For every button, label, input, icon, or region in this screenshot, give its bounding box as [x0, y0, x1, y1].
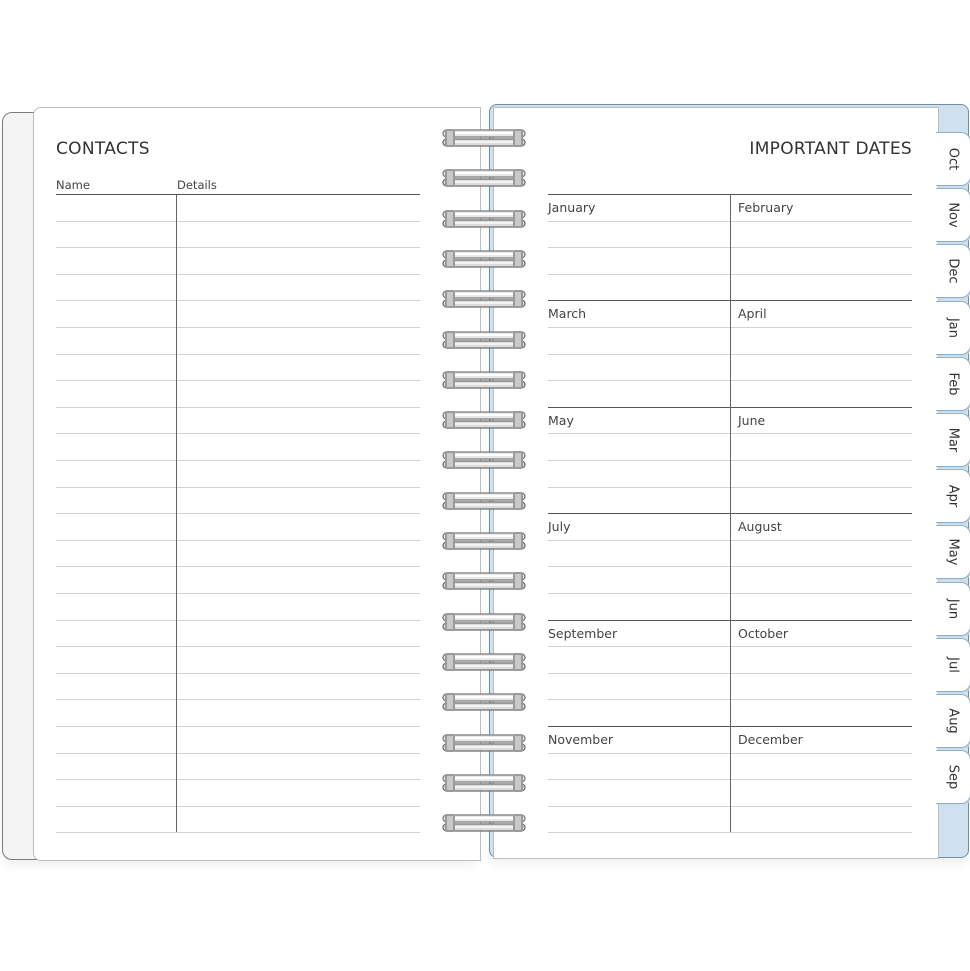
contact-row-line — [56, 274, 420, 275]
month-label: February — [738, 200, 794, 215]
spiral-coil — [441, 570, 527, 592]
contact-row-line — [56, 646, 420, 647]
spiral-coil — [441, 530, 527, 552]
month-label: October — [738, 625, 789, 641]
tab-label: Dec — [945, 258, 961, 284]
tab-label: Oct — [945, 147, 961, 171]
contact-row-line — [56, 460, 420, 461]
contact-row-line — [56, 380, 420, 381]
spiral-coil — [441, 490, 527, 512]
spiral-coil — [441, 288, 527, 310]
tab-label: Nov — [945, 202, 961, 228]
contact-row-line — [56, 407, 420, 408]
spiral-coil — [441, 691, 527, 713]
tab-mar[interactable] — [936, 413, 970, 467]
contact-row-line — [56, 540, 420, 541]
tab-label: Feb — [945, 372, 961, 396]
contact-row-line — [56, 300, 420, 301]
spiral-coil — [441, 329, 527, 351]
tab-aug[interactable] — [936, 694, 970, 748]
contact-row-line — [56, 753, 420, 754]
tab-dec[interactable] — [936, 244, 970, 298]
tab-apr[interactable] — [936, 469, 970, 523]
tab-label: Jan — [945, 317, 961, 338]
spiral-coil — [441, 208, 527, 230]
contact-row-line — [56, 487, 420, 488]
contact-row-line — [56, 354, 420, 355]
tab-sep[interactable] — [936, 750, 970, 804]
spiral-coil — [441, 732, 527, 754]
name-column-header: Name — [56, 178, 90, 192]
tab-label: Aug — [945, 708, 961, 734]
spiral-coil — [441, 772, 527, 794]
contact-row-line — [56, 327, 420, 328]
tab-nov[interactable] — [936, 188, 970, 242]
contacts-title: CONTACTS — [56, 139, 150, 159]
contact-row-line — [56, 221, 420, 222]
contact-row-line — [56, 620, 420, 621]
spiral-coil — [441, 611, 527, 633]
contact-row-line — [56, 779, 420, 780]
spiral-coil — [441, 449, 527, 471]
tab-jun[interactable] — [936, 582, 970, 636]
dates-column-divider — [730, 195, 731, 832]
important-dates-title: IMPORTANT DATES — [749, 139, 912, 159]
month-label: May — [548, 412, 574, 428]
contact-row-line — [56, 699, 420, 700]
contact-row-line — [56, 726, 420, 727]
spiral-coil — [441, 409, 527, 431]
spiral-coil — [441, 248, 527, 270]
month-label: June — [738, 412, 766, 428]
contact-row-line — [56, 673, 420, 674]
tab-may[interactable] — [936, 525, 970, 579]
date-row-line — [548, 832, 912, 833]
spiral-coil — [441, 167, 527, 189]
spiral-coil — [441, 651, 527, 673]
tab-label: Sep — [945, 764, 961, 790]
contacts-column-divider — [176, 195, 177, 832]
month-label: April — [738, 306, 767, 322]
spiral-coil — [441, 127, 527, 149]
contact-row-line — [56, 247, 420, 248]
tab-oct[interactable] — [936, 132, 970, 186]
month-label: September — [548, 625, 618, 641]
contact-row-line — [56, 433, 420, 434]
tab-jul[interactable] — [936, 638, 970, 692]
details-column-header: Details — [177, 178, 217, 192]
tab-jan[interactable] — [936, 301, 970, 355]
contacts-header-rule — [56, 194, 420, 195]
contact-row-line — [56, 806, 420, 807]
tab-label: Apr — [945, 484, 961, 508]
contact-row-line — [56, 832, 420, 833]
month-label: November — [548, 732, 614, 747]
contact-row-line — [56, 513, 420, 514]
spiral-coil — [441, 369, 527, 391]
tab-label: Mar — [945, 427, 961, 453]
tab-label: Jun — [945, 598, 961, 619]
tab-label: Jul — [945, 656, 961, 673]
month-label: July — [548, 519, 571, 535]
spiral-coil — [441, 812, 527, 834]
tab-label: May — [945, 538, 961, 566]
month-label: March — [548, 306, 587, 322]
contact-row-line — [56, 593, 420, 594]
month-label: December — [738, 732, 803, 747]
tab-feb[interactable] — [936, 357, 970, 411]
contact-row-line — [56, 566, 420, 567]
month-label: January — [548, 200, 596, 215]
month-label: August — [738, 519, 782, 535]
